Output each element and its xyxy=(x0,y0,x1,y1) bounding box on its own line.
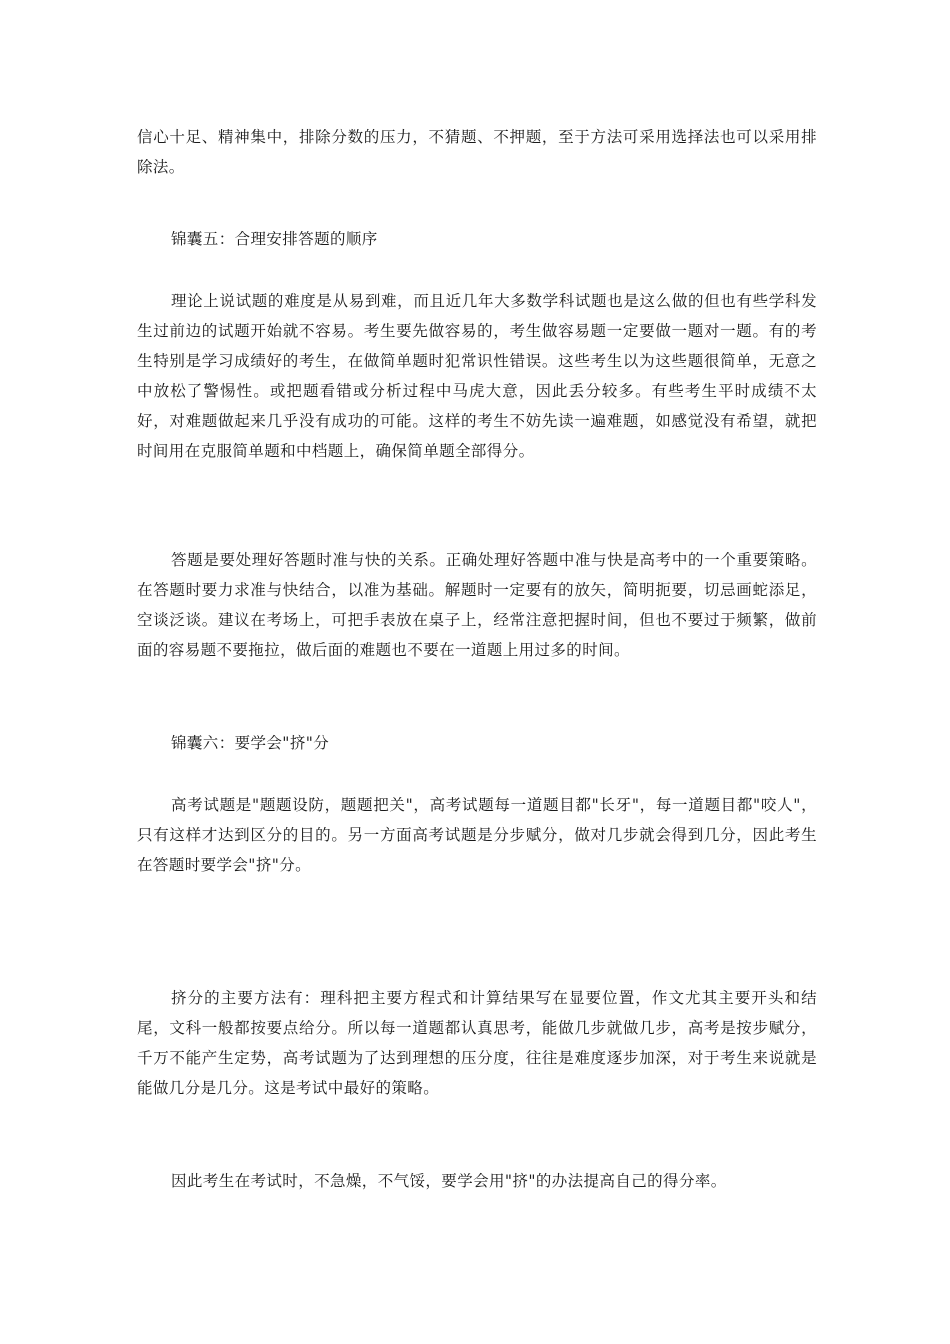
section-heading-tip-six: 锦囊六：要学会"挤"分 xyxy=(171,734,330,752)
section-heading-tip-five: 锦囊五：合理安排答题的顺序 xyxy=(171,230,378,248)
paragraph-answer-order: 理论上说试题的难度是从易到难，而且近几年大多数学科试题也是这么做的但也有些学科发生过前边的试题开始就不容易。考生要先做容易的，考生做容易题一定要做一题对一题。有的考生特别是学习成绩好的考生，在做简单题时犯常识性错误。这些考生以为这些题很简单，无意之中放松了警惕性。或把题看错或分析过程中马虎大意，因此丢分较多。有些考生平时成绩不太好，对难题做起来几乎没有成功的可能。这样的考生不妨先读一遍难题，如感觉没有希望，就把时间用在克服简单题和中档题上，确保简单题全部得分。 xyxy=(137,292,817,460)
paragraph-squeeze-methods: 挤分的主要方法有：理科把主要方程式和计算结果写在显要位置，作文尤其主要开头和结尾，文科一般都按要点给分。所以每一道题都认真思考，能做几步就做几步，高考是按步赋分，千万不能产生定势，高考试题为了达到理想的压分度，往往是难度逐步加深，对于考生来说就是能做几分是几分。这是考试中最好的策略。 xyxy=(137,989,817,1097)
paragraph-stepwise-scoring: 高考试题是"题题设防，题题把关"，高考试题每一道题目都"长牙"，每一道题目都"咬人"，只有这样才达到区分的目的。另一方面高考试题是分步赋分，做对几步就会得到几分，因此考生在答题时要学会"挤"分。 xyxy=(137,796,817,874)
paragraph-conclusion: 因此考生在考试时，不急燥，不气馁，要学会用"挤"的办法提高自己的得分率。 xyxy=(171,1172,727,1190)
paragraph-continuation: 信心十足、精神集中，排除分数的压力，不猜题、不押题，至于方法可采用选择法也可以采用排除法。 xyxy=(137,128,817,176)
paragraph-accuracy-speed: 答题是要处理好答题时准与快的关系。正确处理好答题中准与快是高考中的一个重要策略。在答题时要力求准与快结合，以准为基础。解题时一定要有的放矢，简明扼要，切忌画蛇添足，空谈泛谈。建议在考场上，可把手表放在桌子上，经常注意把握时间，但也不要过于频繁，做前面的容易题不要拖拉，做后面的难题也不要在一道题上用过多的时间。 xyxy=(137,551,817,659)
